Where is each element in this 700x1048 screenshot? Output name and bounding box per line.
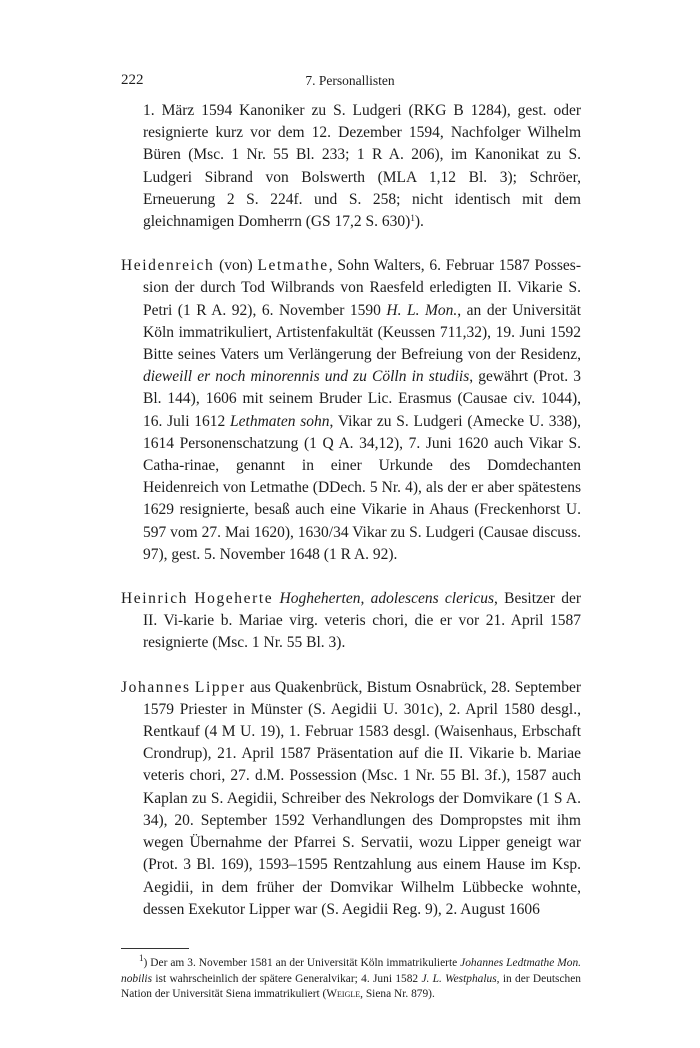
- entry-text: (von): [214, 257, 258, 275]
- entry-continued: [121, 100, 581, 233]
- page-number: 222: [121, 72, 144, 88]
- footnote-divider: [121, 948, 189, 949]
- entry-text: , Besitzer der II. Vi-karie b. Mariae virg. veteris chori, die er vor 21. April 1587 resignierte (Msc. 1 Nr. 55 Bl. 3).: [143, 590, 581, 652]
- entry-name: Johannes: [121, 678, 191, 696]
- entry-text: , gewährt (Prot. 3 Bl. 144), 1606 mit seinem Bruder Lic. Erasmus (Causae civ. 1044), 16. Juli 1612: [143, 368, 582, 430]
- entry-tail: ).: [414, 213, 424, 231]
- footnote: [121, 953, 581, 1003]
- entry-surname: Letmathe: [257, 257, 329, 275]
- entry-text: , Vikar zu S. Ludgeri (Amecke U. 338), 1614 Personenschatzung (1 Q A. 34,12), 7. Juni 1620 auch Vikar S. Catha-rinae, genannt in einer Urkunde des Domdechanten Heidenreich von Letmathe (DDech. 5 Nr. 4), als der er aber spätestens 1629 resignierte, besaß auch eine Vikarie in Ahaus (Freckenhorst U. 597 vom 27. Mai 1620), 1630/34 Vikar zu S. Ludgeri (Causae discuss. 97), gest. 5. November 1648 (1 R A. 92).: [143, 412, 581, 563]
- italic-quote: dieweill er noch minorennis und zu Cölln in studiis: [143, 368, 470, 386]
- entry-text: aus Quakenbrück, Bistum Osnabrück, 28. September 1579 Priester in Münster (S. Aegidii U. 301c), 2. April 1580 desgl., Rentkauf (4 M U. 19), 1. Februar 1583 desgl. (Waisenhaus, Erbschaft Crondrup), 21. April 1587 Präsentation auf die II. Vikarie b. Mariae veteris chori, 27. d.M. Possession (Msc. 1 Nr. 55 Bl. 3f.), 1587 auch Kaplan zu S. Aegidii, Schreiber des Nekrologs der Domvikare (1 S A. 34), 20. September 1592 Verhandlungen des Dompropstes mit ihm wegen Übernahme der Pfarrei S. Servatii, wozu Lipper geneigt war (Prot. 3 Bl. 169), 1593–1595 Rentzahlung aus einem Hause im Ksp. Aegidii, in dem früher der Domvikar Wilhelm Lübbecke wohnte, dessen Exekutor Lipper war (S. Aegidii Reg. 9), 2. August 1606: [143, 678, 581, 918]
- footnote-text: , Siena Nr. 879).: [360, 988, 435, 1001]
- footnote-italic: Johannes Ledtmathe Mon. nobilis: [121, 957, 581, 985]
- running-title: 7. Personallisten: [305, 73, 395, 88]
- entry-heidenreich-letmathe: [121, 255, 581, 566]
- entry-text: , an der Universität Köln immatrikuliert, Artistenfakultät (Keussen 711,32), 19. Juni 1592 Bitte seines Vaters um Verlängerung der Befreiung von der Residenz,: [143, 301, 581, 364]
- footnote-text: ist wahrscheinlich der spätere Generalvikar; 4. Juni 1582: [152, 972, 422, 985]
- entry-name: Heinrich: [121, 590, 189, 608]
- entry-heinrich-hogeherte: [121, 588, 581, 655]
- entry-text: 1. März 1594 Kanoniker zu S. Ludgeri (RKG B 1284), gest. oder resignierte kurz vor dem 12. Dezember 1594, Nachfolger Wilhelm Büren (Msc. 1 Nr. 55 Bl. 233; 1 R A. 206), im Kanonikat zu S. Ludgeri Sibrand von Bolswerth (MLA 1,12 Bl. 3); Schröer, Erneuerung 2 S. 224f. und S. 258; nicht identisch mit dem gleichnamigen Domherrn (GS 17,2 S. 630): [143, 102, 581, 231]
- entry-surname: Hogeherte: [194, 590, 274, 608]
- italic-quote: Hogheherten, adolescens clericus: [279, 590, 494, 608]
- body-text: [121, 100, 581, 943]
- footnote-text: , in der Deutschen Nation der Universität Siena immatrikuliert (: [121, 972, 581, 1001]
- footnote-author: Weigle: [326, 988, 361, 1001]
- italic-quote: Lethmaten sohn: [230, 412, 330, 430]
- italic-ref: H. L. Mon.: [386, 301, 458, 319]
- footnote-text: ) Der am 3. November 1581 an der Universität Köln immatrikulierte: [143, 957, 461, 969]
- entry-text: , Sohn Walters, 6. Februar 1587 Posses-sion der durch Tod Wilbrands von Raesfeld erledigten II. Vikarie S. Petri (1 R A. 92), 6. November 1590: [143, 257, 581, 319]
- footnote-ref: 1: [410, 213, 415, 224]
- footnote-italic: J. L. Westphalus: [421, 972, 497, 985]
- entry-name: Heidenreich: [121, 257, 215, 275]
- entry-johannes-lipper: [121, 677, 581, 921]
- entry-surname: Lipper: [194, 678, 246, 696]
- footnote-marker: 1: [139, 953, 144, 963]
